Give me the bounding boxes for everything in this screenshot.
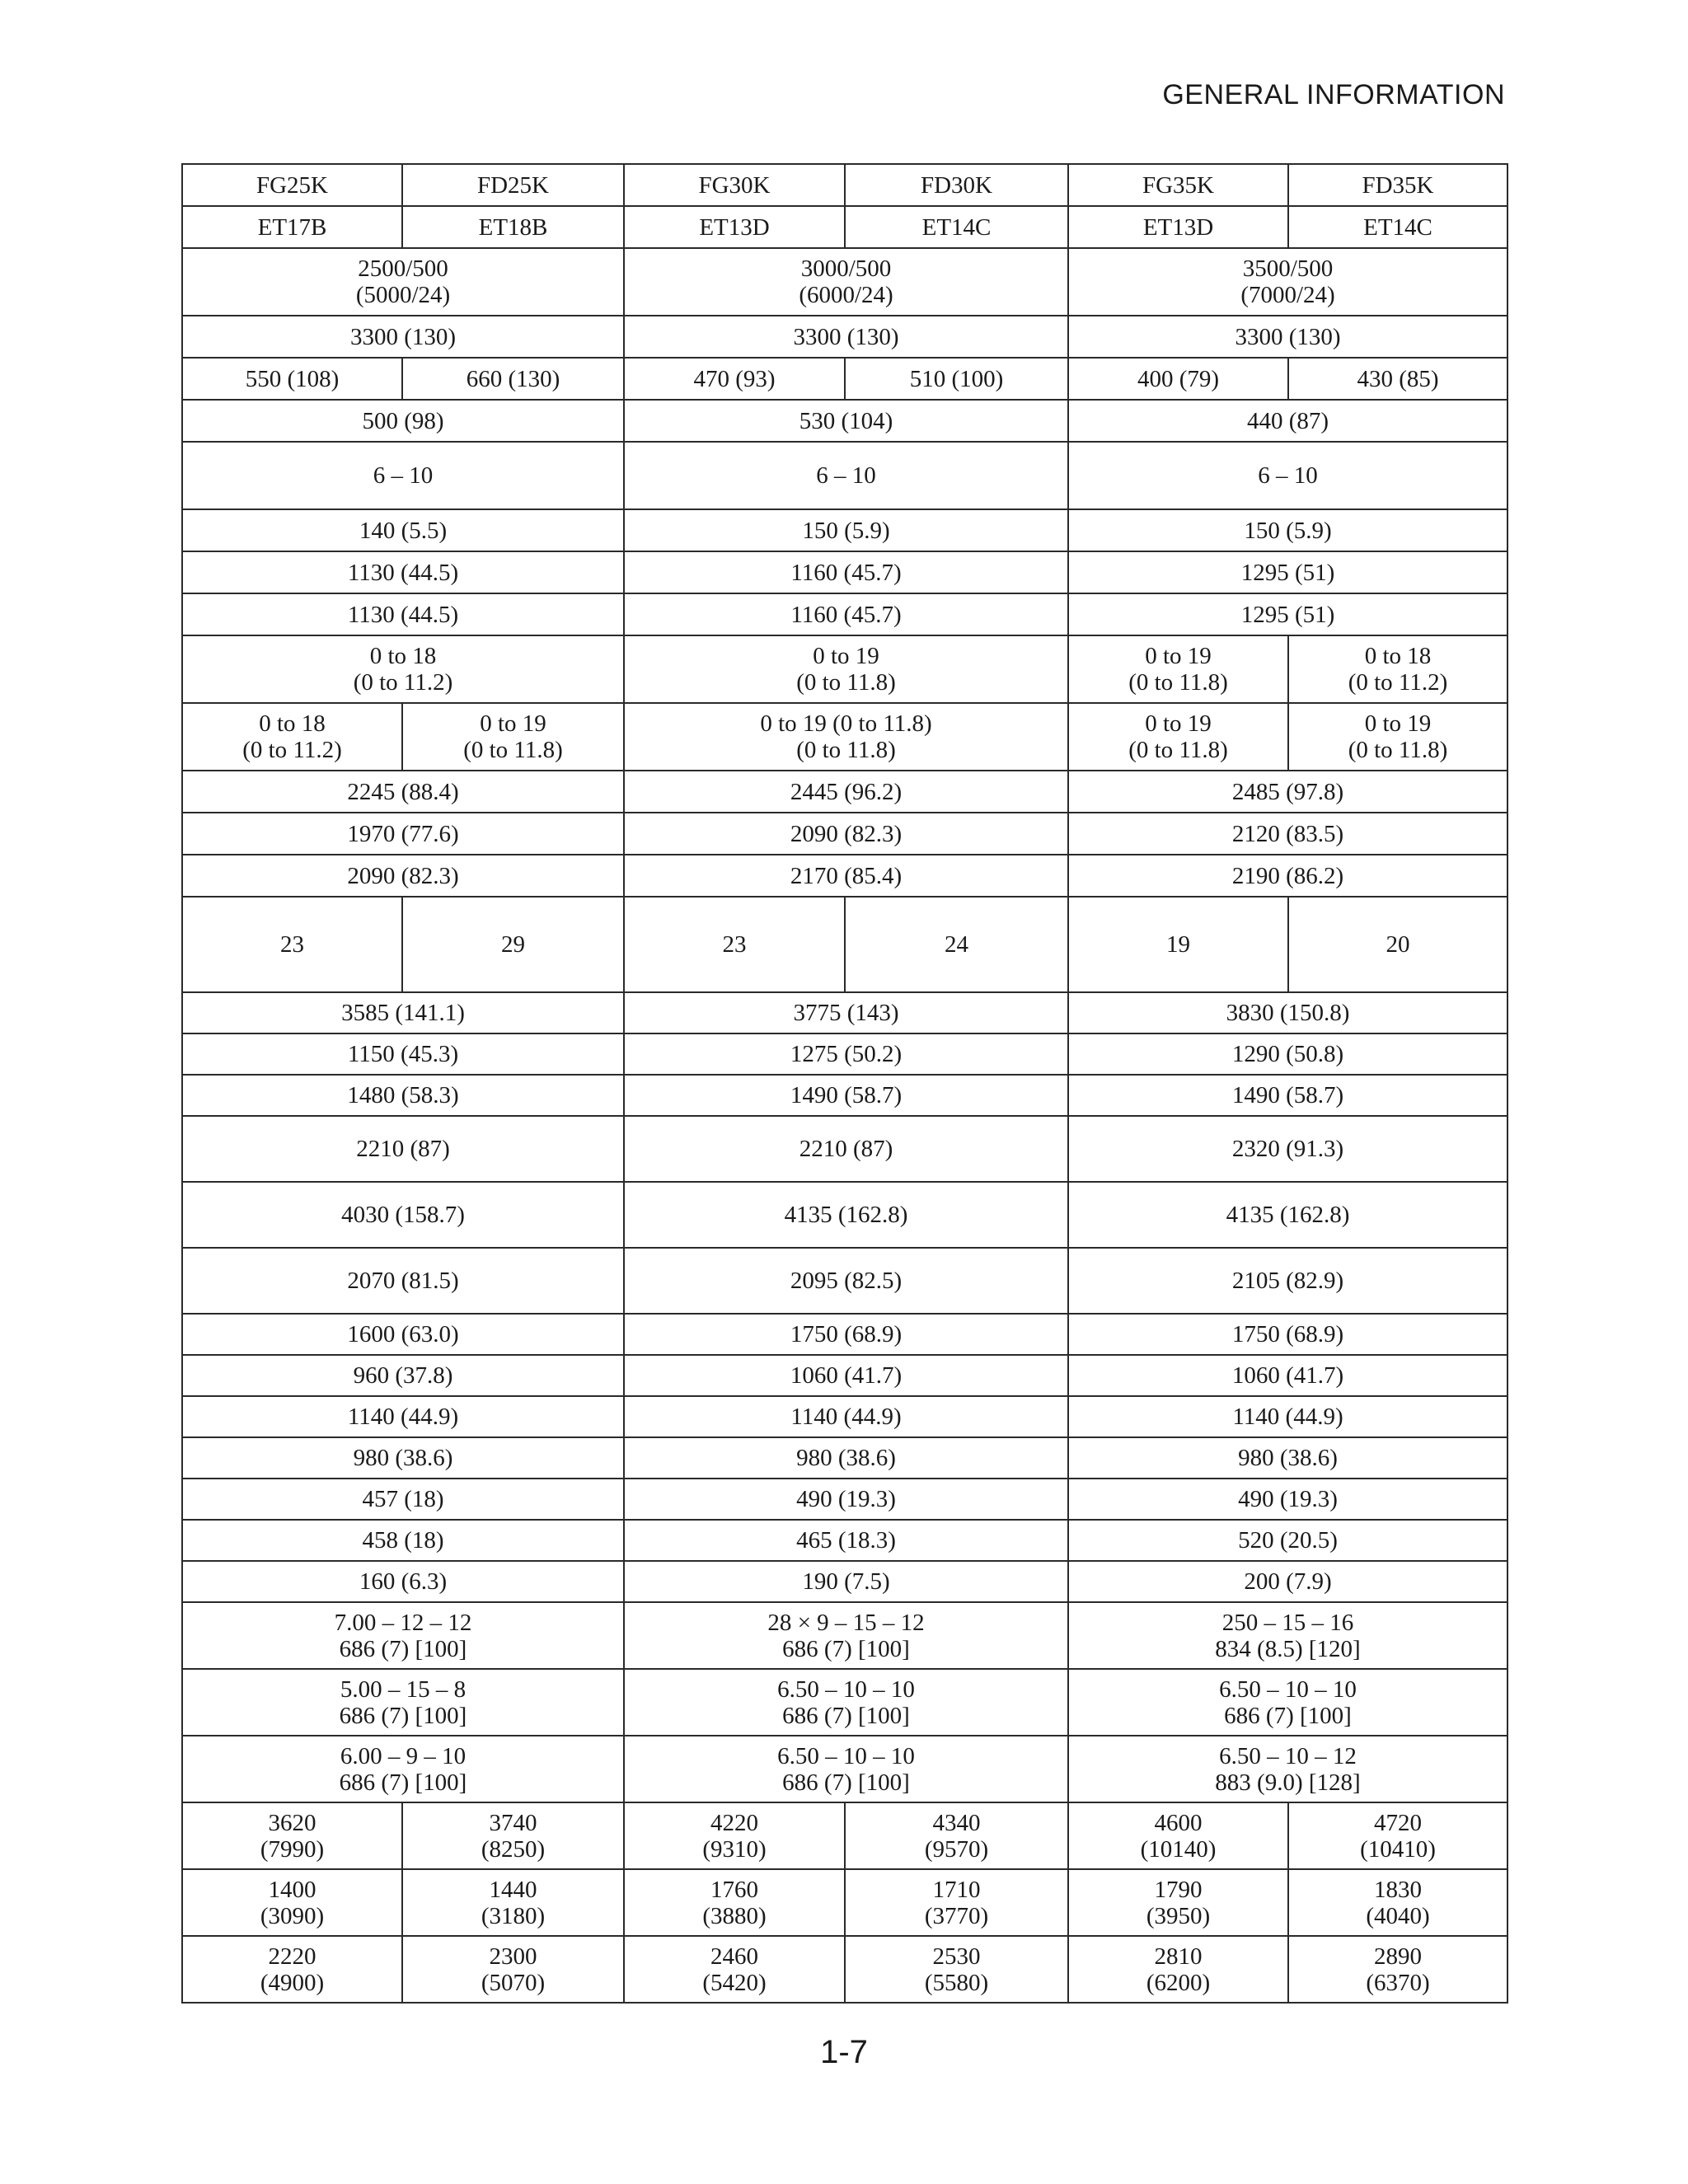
table-cell: 0 to 19 (0 to 11.8) [1068,635,1288,703]
specifications-table [181,163,1508,2004]
table-cell: 3775 (143) [624,992,1068,1033]
table-row [182,1936,1507,2003]
table-row [182,1520,1507,1561]
model-cell: FG30K [624,164,845,206]
table-cell: 458 (18) [182,1520,624,1561]
table-cell: 2500/500 (5000/24) [182,248,624,316]
table-cell: 6.50 – 10 – 10 686 (7) [100] [624,1669,1068,1736]
table-cell: 2105 (82.9) [1068,1248,1507,1314]
table-cell: 980 (38.6) [182,1437,624,1479]
table-cell: 530 (104) [624,400,1068,442]
table-cell: 150 (5.9) [1068,509,1507,551]
table-cell: 160 (6.3) [182,1561,624,1602]
table-row [182,771,1507,813]
table-cell: 1130 (44.5) [182,593,624,635]
table-row [182,248,1507,316]
table-cell: 250 – 15 – 16 834 (8.5) [120] [1068,1602,1507,1669]
table-row [182,1802,1507,1869]
table-cell: 4135 (162.8) [624,1182,1068,1248]
table-cell: 1750 (68.9) [1068,1314,1507,1355]
table-cell: 3300 (130) [624,316,1068,358]
table-cell: 2090 (82.3) [624,813,1068,855]
table-cell: 1130 (44.5) [182,551,624,593]
table-row [182,358,1507,400]
table-cell: 23 [182,897,402,992]
table-cell: 2245 (88.4) [182,771,624,813]
table-cell: 0 to 18 (0 to 11.2) [1288,635,1507,703]
table-cell: 1275 (50.2) [624,1033,1068,1075]
table-row [182,1561,1507,1602]
table-row [182,1033,1507,1075]
table-cell: 2445 (96.2) [624,771,1068,813]
table-cell: 23 [624,897,845,992]
table-row [182,551,1507,593]
table-row [182,1075,1507,1116]
table-cell: 4030 (158.7) [182,1182,624,1248]
table-cell: 2485 (97.8) [1068,771,1507,813]
table-cell: 2210 (87) [182,1116,624,1182]
table-cell: 1970 (77.6) [182,813,624,855]
table-cell: 2190 (86.2) [1068,855,1507,897]
table-cell: 4600 (10140) [1068,1802,1288,1869]
table-cell: 1600 (63.0) [182,1314,624,1355]
table-cell: 960 (37.8) [182,1355,624,1396]
table-cell: 1750 (68.9) [624,1314,1068,1355]
table-cell: 3500/500 (7000/24) [1068,248,1507,316]
table-cell: 0 to 18 (0 to 11.2) [182,703,402,771]
table-cell: 19 [1068,897,1288,992]
table-row [182,164,1507,206]
engine-cell: ET17B [182,206,402,248]
table-cell: 190 (7.5) [624,1561,1068,1602]
table-row [182,813,1507,855]
table-cell: 1440 (3180) [402,1869,624,1936]
table-cell: 660 (130) [402,358,624,400]
table-cell: 2300 (5070) [402,1936,624,2003]
table-cell: 3585 (141.1) [182,992,624,1033]
table-cell: 1295 (51) [1068,551,1507,593]
table-cell: 3740 (8250) [402,1802,624,1869]
table-row [182,1602,1507,1669]
table-cell: 6.50 – 10 – 12 883 (9.0) [128] [1068,1736,1507,1802]
table-cell: 6.00 – 9 – 10 686 (7) [100] [182,1736,624,1802]
table-cell: 2460 (5420) [624,1936,845,2003]
table-row [182,1182,1507,1248]
table-row [182,509,1507,551]
table-cell: 0 to 19 (0 to 11.8) [624,635,1068,703]
table-cell: 1295 (51) [1068,593,1507,635]
table-cell: 1490 (58.7) [624,1075,1068,1116]
table-cell: 4340 (9570) [845,1802,1068,1869]
table-cell: 24 [845,897,1068,992]
table-row [182,1479,1507,1520]
model-cell: FD35K [1288,164,1507,206]
engine-cell: ET13D [624,206,845,248]
table-cell: 2070 (81.5) [182,1248,624,1314]
table-row [182,635,1507,703]
table-cell: 510 (100) [845,358,1068,400]
table-cell: 200 (7.9) [1068,1561,1507,1602]
table-cell: 4220 (9310) [624,1802,845,1869]
table-cell: 150 (5.9) [624,509,1068,551]
table-cell: 0 to 19 (0 to 11.8) (0 to 11.8) [624,703,1068,771]
table-cell: 29 [402,897,624,992]
page-number: 1-7 [820,2034,868,2070]
table-cell: 490 (19.3) [1068,1479,1507,1520]
table-cell: 1480 (58.3) [182,1075,624,1116]
table-cell: 1790 (3950) [1068,1869,1288,1936]
table-row [182,1355,1507,1396]
model-cell: FG25K [182,164,402,206]
table-cell: 2810 (6200) [1068,1936,1288,2003]
table-row [182,1437,1507,1479]
table-row [182,897,1507,992]
table-cell: 2220 (4900) [182,1936,402,2003]
table-cell: 3620 (7990) [182,1802,402,1869]
engine-cell: ET14C [845,206,1068,248]
table-cell: 1150 (45.3) [182,1033,624,1075]
table-cell: 2095 (82.5) [624,1248,1068,1314]
table-row [182,1736,1507,1802]
table-cell: 2170 (85.4) [624,855,1068,897]
table-row [182,593,1507,635]
table-row [182,206,1507,248]
table-cell: 6.50 – 10 – 10 686 (7) [100] [624,1736,1068,1802]
table-cell: 1060 (41.7) [624,1355,1068,1396]
table-cell: 3830 (150.8) [1068,992,1507,1033]
table-cell: 0 to 18 (0 to 11.2) [182,635,624,703]
table-cell: 7.00 – 12 – 12 686 (7) [100] [182,1602,624,1669]
table-cell: 490 (19.3) [624,1479,1068,1520]
table-cell: 3000/500 (6000/24) [624,248,1068,316]
table-row [182,703,1507,771]
table-cell: 2530 (5580) [845,1936,1068,2003]
table-row [182,1116,1507,1182]
table-cell: 6.50 – 10 – 10 686 (7) [100] [1068,1669,1507,1736]
table-cell: 2210 (87) [624,1116,1068,1182]
table-cell: 1400 (3090) [182,1869,402,1936]
table-cell: 140 (5.5) [182,509,624,551]
table-cell: 440 (87) [1068,400,1507,442]
table-cell: 5.00 – 15 – 8 686 (7) [100] [182,1669,624,1736]
table-cell: 430 (85) [1288,358,1507,400]
table-cell: 6 – 10 [1068,442,1507,509]
table-row [182,1669,1507,1736]
table-cell: 457 (18) [182,1479,624,1520]
table-cell: 6 – 10 [182,442,624,509]
table-cell: 2120 (83.5) [1068,813,1507,855]
engine-cell: ET14C [1288,206,1507,248]
page-header: GENERAL INFORMATION [1162,79,1505,110]
table-cell: 1710 (3770) [845,1869,1068,1936]
table-cell: 400 (79) [1068,358,1288,400]
table-cell: 550 (108) [182,358,402,400]
table-cell: 3300 (130) [1068,316,1507,358]
table-cell: 980 (38.6) [624,1437,1068,1479]
table-cell: 1060 (41.7) [1068,1355,1507,1396]
table-cell: 980 (38.6) [1068,1437,1507,1479]
table-cell: 6 – 10 [624,442,1068,509]
table-cell: 2890 (6370) [1288,1936,1507,2003]
table-row [182,1314,1507,1355]
table-cell: 1830 (4040) [1288,1869,1507,1936]
table-cell: 2320 (91.3) [1068,1116,1507,1182]
engine-cell: ET18B [402,206,624,248]
table-row [182,1248,1507,1314]
table-cell: 2090 (82.3) [182,855,624,897]
table-cell: 1140 (44.9) [182,1396,624,1437]
model-cell: FG35K [1068,164,1288,206]
table-cell: 0 to 19 (0 to 11.8) [1288,703,1507,771]
table-cell: 1160 (45.7) [624,551,1068,593]
table-cell: 4135 (162.8) [1068,1182,1507,1248]
table-row [182,992,1507,1033]
table-cell: 1290 (50.8) [1068,1033,1507,1075]
table-cell: 20 [1288,897,1507,992]
table-row [182,442,1507,509]
model-cell: FD25K [402,164,624,206]
table-row [182,1869,1507,1936]
table-cell: 1140 (44.9) [1068,1396,1507,1437]
table-row [182,1396,1507,1437]
engine-cell: ET13D [1068,206,1288,248]
table-cell: 470 (93) [624,358,845,400]
table-cell: 1490 (58.7) [1068,1075,1507,1116]
table-cell: 0 to 19 (0 to 11.8) [1068,703,1288,771]
table-cell: 3300 (130) [182,316,624,358]
table-cell: 520 (20.5) [1068,1520,1507,1561]
table-cell: 1160 (45.7) [624,593,1068,635]
table-cell: 4720 (10410) [1288,1802,1507,1869]
table-cell: 465 (18.3) [624,1520,1068,1561]
table-row [182,316,1507,358]
table-cell: 500 (98) [182,400,624,442]
table-cell: 0 to 19 (0 to 11.8) [402,703,624,771]
table-cell: 1760 (3880) [624,1869,845,1936]
table-row [182,400,1507,442]
model-cell: FD30K [845,164,1068,206]
table-cell: 28 × 9 – 15 – 12 686 (7) [100] [624,1602,1068,1669]
table-cell: 1140 (44.9) [624,1396,1068,1437]
table-row [182,855,1507,897]
